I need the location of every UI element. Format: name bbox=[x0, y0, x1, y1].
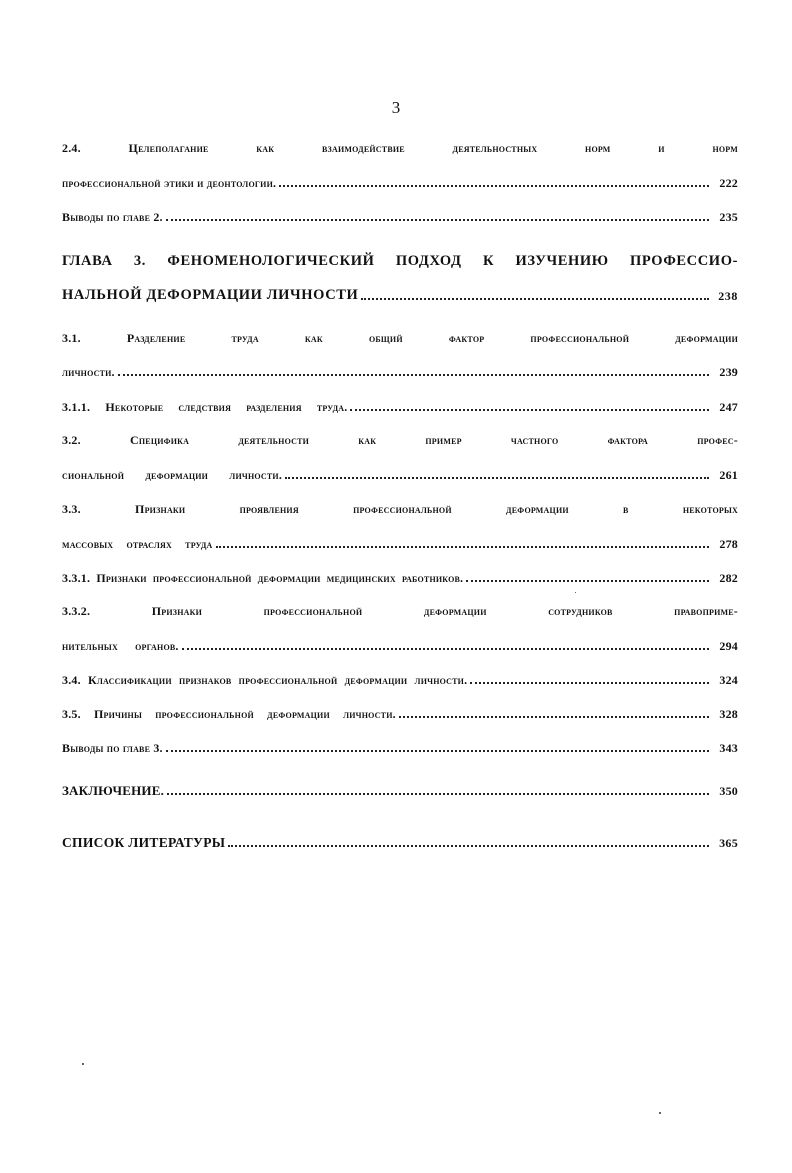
toc-entry-text: 3.1. Разделение труда как общий фактор профессиональной деформации bbox=[62, 331, 738, 345]
toc-entry-text: 3.2. Специфика деятельности как пример частного фактора профес- bbox=[62, 433, 738, 447]
toc-entry-text: массовых отраслях труда bbox=[62, 537, 213, 551]
toc-entry-3-4 bbox=[62, 668, 738, 688]
toc-entry-conclusions-ch3 bbox=[62, 736, 738, 756]
toc-page-number: 350 bbox=[719, 784, 738, 798]
toc-page-number: 261 bbox=[719, 468, 738, 482]
toc-entry-text: НАЛЬНОЙ ДЕФОРМАЦИИ ЛИЧНОСТИ bbox=[62, 287, 359, 303]
toc-page-number: 238 bbox=[718, 289, 738, 303]
toc-entry-3-5 bbox=[62, 702, 738, 722]
toc-entry-text: ЗАКЛЮЧЕНИЕ. bbox=[62, 783, 165, 798]
dot-leader bbox=[166, 219, 709, 221]
toc-entry-2-4-line2 bbox=[62, 171, 738, 191]
scan-speck bbox=[82, 1063, 84, 1065]
toc-page-number: 328 bbox=[719, 707, 738, 721]
dot-leader bbox=[182, 648, 709, 650]
dot-leader bbox=[118, 374, 709, 376]
toc-entry-3-3-line1 bbox=[62, 497, 738, 517]
toc-entry-text: 3.3.2. Признаки профессиональной деформации сотрудников правоприме- bbox=[62, 604, 738, 618]
toc-entry-text: Выводы по главе 2. bbox=[62, 210, 163, 224]
toc-page-number: 278 bbox=[719, 537, 738, 551]
dot-leader bbox=[279, 185, 709, 187]
toc-entry-text: нительных органов. bbox=[62, 639, 179, 653]
toc-page-number: 282 bbox=[719, 571, 738, 585]
dot-leader bbox=[399, 716, 709, 718]
dot-leader bbox=[470, 682, 709, 684]
toc-entry-text: 2.4. Целеполагание как взаимодействие деятельностных норм и норм bbox=[62, 141, 738, 155]
toc-entry-references bbox=[62, 831, 738, 851]
toc-chapter-3-line2 bbox=[62, 284, 738, 304]
toc-entry-3-3-2-line1 bbox=[62, 599, 738, 619]
toc-entry-text: 3.1.1. Некоторые следствия разделения труда. bbox=[62, 400, 348, 414]
toc-entry-3-3-1 bbox=[62, 566, 738, 586]
toc-entry-conclusions-ch2 bbox=[62, 205, 738, 225]
dot-leader bbox=[466, 580, 709, 582]
dot-leader bbox=[350, 409, 709, 411]
dot-leader bbox=[285, 477, 709, 479]
page-number: 3 bbox=[391, 98, 401, 117]
toc-page-number: 247 bbox=[719, 400, 738, 414]
toc-entry-conclusion bbox=[62, 779, 738, 799]
toc-entry-2-4-line1 bbox=[62, 136, 738, 156]
toc-entry-3-1-1 bbox=[62, 395, 738, 415]
scan-speck bbox=[659, 1112, 661, 1114]
toc-page-number: 294 bbox=[719, 639, 738, 653]
toc-page-number: 343 bbox=[719, 741, 738, 755]
dot-leader bbox=[228, 845, 709, 847]
toc-page-number: 239 bbox=[719, 365, 738, 379]
toc-entry-3-3-line2 bbox=[62, 532, 738, 552]
scan-speck bbox=[575, 592, 576, 593]
toc-entry-text: 3.3.1. Признаки профессиональной деформации медицинских работников. bbox=[62, 571, 464, 585]
toc-entry-3-2-line1 bbox=[62, 428, 738, 448]
dot-leader bbox=[361, 298, 709, 300]
toc-entry-text: 3.5. Причины профессиональной деформации личности. bbox=[62, 707, 396, 721]
toc-entry-text: 3.4. Классификации признаков профессиональной деформации личности. bbox=[62, 673, 468, 687]
toc-entry-3-1-line2 bbox=[62, 360, 738, 380]
toc-entry-text: Выводы по главе 3. bbox=[62, 741, 163, 755]
toc-entry-text: СПИСОК ЛИТЕРАТУРЫ bbox=[62, 835, 226, 850]
toc-entry-text: ГЛАВА 3. ФЕНОМЕНОЛОГИЧЕСКИЙ ПОДХОД К ИЗУЧЕНИЮ ПРОФЕССИО- bbox=[62, 253, 738, 269]
toc-entry-text: 3.3. Признаки проявления профессиональной деформации в некоторых bbox=[62, 502, 738, 516]
toc-entry-3-2-line2 bbox=[62, 463, 738, 483]
toc-entry-text: личности. bbox=[62, 365, 115, 379]
toc-entry-3-1-line1 bbox=[62, 326, 738, 346]
toc-page-number: 222 bbox=[719, 176, 738, 190]
toc-page-number: 365 bbox=[719, 836, 738, 850]
toc-entry-3-3-2-line2 bbox=[62, 634, 738, 654]
toc-page-number: 235 bbox=[719, 210, 738, 224]
dot-leader bbox=[167, 793, 709, 795]
dot-leader bbox=[166, 750, 709, 752]
dot-leader bbox=[216, 546, 709, 548]
toc-entry-text: профессиональной этики и деонтологии. bbox=[62, 176, 277, 190]
toc-entry-text: сиональной деформации личности. bbox=[62, 468, 283, 482]
toc-chapter-3-line1 bbox=[62, 250, 738, 270]
toc-page-number: 324 bbox=[719, 673, 738, 687]
